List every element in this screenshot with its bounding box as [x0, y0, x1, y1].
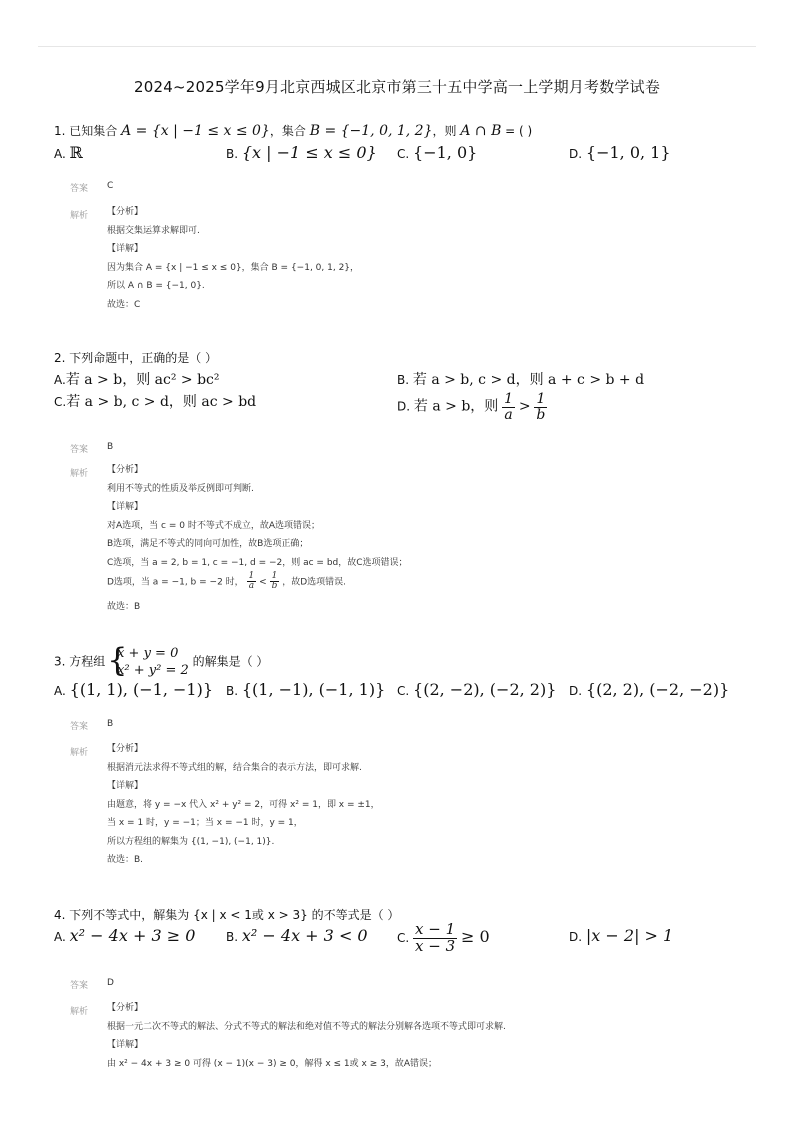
option-b: B. 若 a > b, c > d，则 a + c > b + d — [397, 372, 645, 388]
option-d: D. |x − 2| > 1 — [569, 926, 674, 945]
analysis-body: 【分析】 根据一元二次不等式的解法、分式不等式的解法和绝对值不等式的解法分别解各选项不等式即可求解. 【详解】 由 x² − 4x + 3 ≥ 0 可得 (x − 1)(x − 3) ≥ 0，解得 x ≤ 1或 x ≥ 3，故A错误； — [107, 1003, 506, 1069]
left-brace: { — [107, 641, 128, 679]
option-c: C. {(2, −2), (−2, 2)} — [397, 680, 557, 699]
option-a: A.若 a > b，则 ac² > bc² — [54, 372, 220, 388]
analysis-label: 解析 — [70, 469, 89, 479]
page-title: 2024~2025学年9月北京西城区北京市第三十五中学高一上学期月考数学试卷 — [133, 78, 661, 96]
fraction: $\frac{1}{a}$ — [504, 391, 514, 423]
analysis-label: 解析 — [70, 1007, 89, 1017]
fraction: $\frac{1}{a}$ — [248, 571, 255, 592]
analysis-label: 解析 — [70, 211, 89, 221]
answer-value: B — [107, 442, 114, 452]
answer-label: 答案 — [70, 184, 89, 194]
answer-value: B — [107, 719, 114, 729]
fraction: $\frac{x - 1}{x - 3}$ — [415, 920, 456, 955]
option-b: B. x² − 4x + 3 < 0 — [226, 926, 368, 945]
option-a: A. {(1, 1), (−1, −1)} — [54, 680, 214, 699]
answer-label: 答案 — [70, 981, 89, 991]
option-c: C. $\frac{x - 1}{x - 3}$ ≥ 0 — [397, 920, 490, 955]
option-b: B. {x | −1 ≤ x ≤ 0} — [226, 143, 377, 162]
option-c: C. {−1, 0} — [397, 143, 478, 162]
option-d: D. {(2, 2), (−2, −2)} — [569, 680, 730, 699]
answer-label: 答案 — [70, 445, 89, 455]
option-a: A. x² − 4x + 3 ≥ 0 — [54, 926, 196, 945]
analysis-body: 【分析】 根据交集运算求解即可. 【详解】 因为集合 A = {x | −1 ≤ x ≤ 0}，集合 B = {−1, 0, 1, 2}， 所以 A ∩ B = {−1, 0}. 故选：C — [107, 207, 360, 310]
option-a: A. ℝ — [54, 143, 83, 162]
question-stem: 2. 下列命题中，正确的是（ ） — [54, 351, 218, 365]
question-stem: 4. 下列不等式中，解集为 {x | x < 1或 x > 3} 的不等式是（ ） — [54, 908, 400, 922]
answer-value: C — [107, 181, 114, 191]
analysis-body: 【分析】 根据消元法求得不等式组的解，结合集合的表示方法，即可求解. 【详解】 由题意，将 y = −x 代入 x² + y² = 2，可得 x² = 1，即 x = ±1， 当 x = 1 时，y = −1；当 x = −1 时，y = 1， 所以方程组的解集为 {(1, −1), (−1, 1)}. 故选：B. — [107, 744, 380, 865]
analysis-body: 【分析】 利用不等式的性质及举反例即可判断. 【详解】 对A选项，当 c = 0 时不等式不成立，故A选项错误； B选项，满足不等式的同向可加性，故B选项正确； C选项，当 a = 2, b = 1, c = −1, d = −2，则 ac = bd，故C选项错误； D选项，当 a = −1, b = −2 时， $\frac{1}{a}$ < $\frac{1}{b}$ ，故D选项错误. 故选：B — [107, 465, 408, 612]
option-c: C.若 a > b, c > d，则 ac > bd — [54, 394, 257, 410]
analysis-label: 解析 — [70, 748, 89, 758]
option-d: D. 若 a > b，则 $\frac{1}{a}$ > $\frac{1}{b}$ — [397, 391, 546, 423]
option-b: B. {(1, −1), (−1, 1)} — [226, 680, 386, 699]
question-stem: 1. 已知集合 A = {x | −1 ≤ x ≤ 0}，集合 B = {−1, 0, 1, 2}，则 A ∩ B = ( ) — [54, 123, 533, 139]
fraction: $\frac{1}{b}$ — [536, 391, 546, 423]
question-stem: 3. 方程组 { x + y = 0 x² + y² = 2 的解集是（ ） — [54, 641, 269, 679]
fraction: $\frac{1}{b}$ — [271, 571, 278, 592]
answer-value: D — [107, 978, 114, 988]
answer-label: 答案 — [70, 722, 89, 732]
option-d: D. {−1, 0, 1} — [569, 143, 671, 162]
equation-system: { x + y = 0 x² + y² = 2 — [107, 641, 189, 679]
header-divider — [38, 46, 756, 47]
